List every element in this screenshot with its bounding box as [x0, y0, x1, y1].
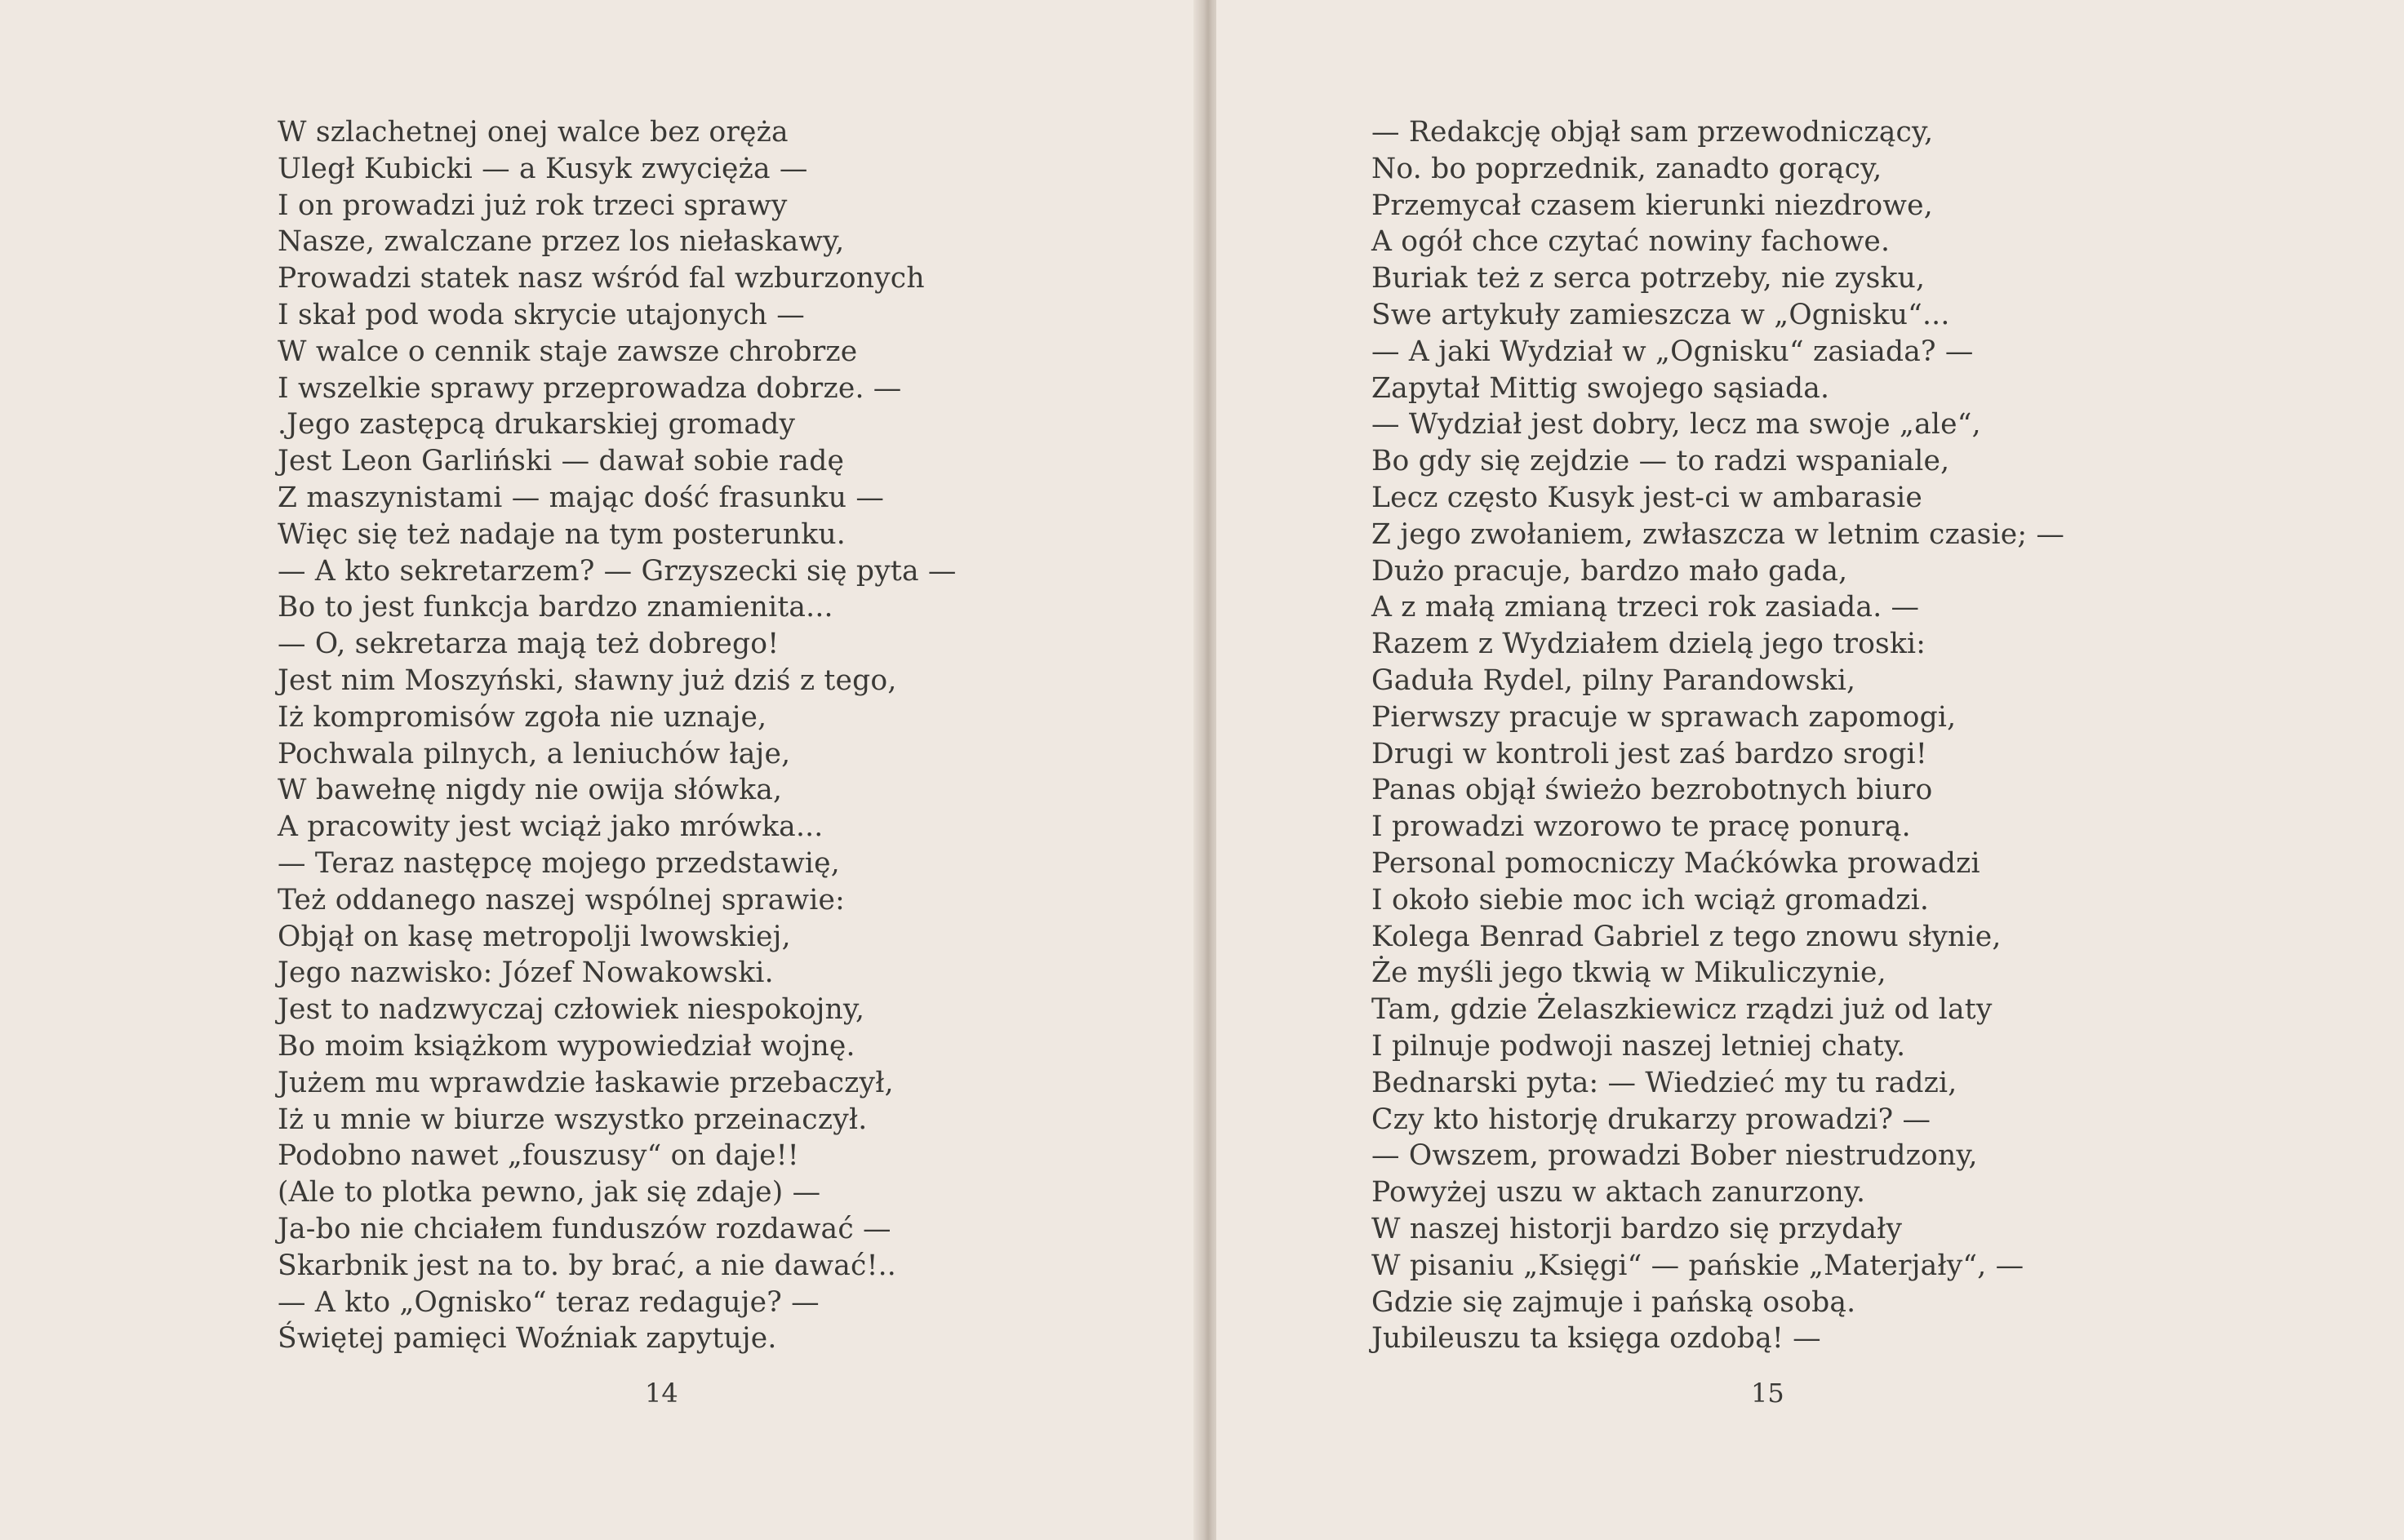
poem-line: Objął on kasę metropolji lwowskiej,	[278, 920, 791, 953]
poem-line: Prowadzi statek nasz wśród fal wzburzonych	[278, 262, 925, 295]
left-page-number: 14	[645, 1378, 678, 1409]
poem-line: I on prowadzi już rok trzeci sprawy	[278, 189, 788, 222]
poem-line: Iż kompromisów zgoła nie uznaje,	[278, 700, 767, 734]
poem-line: Bo gdy się zejdzie — to radzi wspaniale,	[1371, 445, 1950, 478]
poem-line: W bawełnę nigdy nie owija słówka,	[278, 774, 783, 807]
poem-line: No. bo poprzednik, zanadto gorący,	[1371, 152, 1882, 185]
poem-line: W walce o cennik staje zawsze chrobrze	[278, 335, 858, 368]
poem-line: Jest nim Moszyński, sławny już dziś z tego,	[278, 663, 897, 697]
poem-line: Podobno nawet „fouszusy“ on daje!!	[278, 1139, 799, 1173]
left-poem-text	[278, 114, 1094, 1357]
poem-line: Więc się też nadaje na tym posterunku.	[278, 517, 846, 551]
poem-line: — Redakcję objął sam przewodniczący,	[1371, 116, 1934, 149]
poem-line: — Owszem, prowadzi Bober niestrudzony,	[1371, 1139, 1978, 1173]
poem-line: Przemycał czasem kierunki niezdrowe,	[1371, 189, 1933, 222]
poem-line: Powyżej uszu w aktach zanurzony.	[1371, 1176, 1866, 1209]
poem-line: Z maszynistami — mając dość frasunku —	[278, 481, 885, 514]
poem-line: — Wydział jest dobry, lecz ma swoje „ale“,	[1371, 408, 1981, 442]
poem-line: I około siebie moc ich wciąż gromadzi.	[1371, 883, 1930, 916]
poem-line: W naszej historji bardzo się przydały	[1371, 1212, 1903, 1245]
poem-line: Czy kto historję drukarzy prowadzi? —	[1371, 1103, 1931, 1136]
poem-line: I wszelkie sprawy przeprowadza dobrze. —	[278, 371, 902, 405]
poem-line: — Teraz następcę mojego przedstawię,	[278, 846, 840, 880]
poem-line: Personal pomocniczy Maćkówka prowadzi	[1371, 846, 1980, 880]
poem-line: I prowadzi wzorowo te pracę ponurą.	[1371, 810, 1911, 844]
poem-line: Gaduła Rydel, pilny Parandowski,	[1371, 663, 1856, 697]
poem-line: Tam, gdzie Żelaszkiewicz rządzi już od laty	[1371, 993, 1993, 1027]
poem-line: Nasze, zwalczane przez los niełaskawy,	[278, 225, 845, 259]
poem-line: W szlachetnej onej walce bez oręża	[278, 116, 789, 149]
poem-line: Jego nazwisko: Józef Nowakowski.	[278, 956, 774, 990]
poem-line: Z jego zwołaniem, zwłaszcza w letnim czasie; —	[1371, 517, 2065, 551]
poem-line: — A jaki Wydział w „Ognisku“ zasiada? —	[1371, 335, 1974, 368]
poem-line: Jest to nadzwyczaj człowiek niespokojny,	[278, 993, 865, 1027]
poem-line: — A kto sekretarzem? — Grzyszecki się pyta —	[278, 554, 957, 588]
poem-line: Panas objął świeżo bezrobotnych biuro	[1371, 774, 1933, 807]
poem-line: Skarbnik jest na to. by brać, a nie dawać!..	[278, 1249, 896, 1282]
left-page	[0, 0, 1200, 1540]
poem-line: Drugi w kontroli jest zaś bardzo srogi!	[1371, 737, 1927, 770]
poem-line: Jest Leon Garliński — dawał sobie radę	[278, 445, 845, 478]
poem-line: — O, sekretarza mają też dobrego!	[278, 628, 780, 661]
poem-line: Gdzie się zajmuje i pańską osobą.	[1371, 1285, 1856, 1319]
poem-line: Lecz często Kusyk jest-ci w ambarasie	[1371, 481, 1923, 514]
poem-line: Zapytał Mittig swojego sąsiada.	[1371, 371, 1830, 405]
poem-line: Bednarski pyta: — Wiedzieć my tu radzi,	[1371, 1066, 1957, 1099]
poem-line: Dużo pracuje, bardzo mało gada,	[1371, 554, 1848, 588]
poem-line: Buriak też z serca potrzeby, nie zysku,	[1371, 262, 1926, 295]
poem-line: I pilnuje podwoji naszej letniej chaty.	[1371, 1029, 1906, 1063]
poem-line: Swe artykuły zamieszcza w „Ognisku“...	[1371, 298, 1950, 331]
poem-line: Jużem mu wprawdzie łaskawie przebaczył,	[278, 1066, 894, 1099]
right-page	[1216, 0, 2404, 1540]
poem-line: W pisaniu „Księgi“ — pańskie „Materjały“, —	[1371, 1249, 2024, 1282]
poem-line: Ja-bo nie chciałem funduszów rozdawać —	[278, 1212, 891, 1245]
poem-line: Że myśli jego tkwią w Mikuliczynie,	[1371, 956, 1886, 990]
poem-line: Bo to jest funkcja bardzo znamienita...	[278, 591, 833, 624]
right-poem-text	[1371, 114, 2286, 1357]
poem-line: — A kto „Ognisko“ teraz redaguje? —	[278, 1285, 820, 1319]
poem-line: Iż u mnie w biurze wszystko przeinaczył.	[278, 1103, 868, 1136]
poem-line: Razem z Wydziałem dzielą jego troski:	[1371, 628, 1926, 661]
right-page-number: 15	[1751, 1378, 1784, 1409]
poem-line: A ogół chce czytać nowiny fachowe.	[1371, 225, 1891, 259]
poem-line: I skał pod woda skrycie utajonych —	[278, 298, 805, 331]
poem-line: Pochwala pilnych, a leniuchów łaje,	[278, 737, 791, 770]
poem-line: Bo moim książkom wypowiedział wojnę.	[278, 1029, 855, 1063]
poem-line: Kolega Benrad Gabriel z tego znowu słynie,	[1371, 920, 2002, 953]
poem-line: (Ale to plotka pewno, jak się zdaje) —	[278, 1176, 821, 1209]
poem-line: Też oddanego naszej wspólnej sprawie:	[278, 883, 845, 916]
poem-line: Świętej pamięci Woźniak zapytuje.	[278, 1322, 777, 1356]
poem-line: Uległ Kubicki — a Kusyk zwycięża —	[278, 152, 808, 185]
poem-line: A pracowity jest wciąż jako mrówka...	[278, 810, 824, 844]
poem-line: A z małą zmianą trzeci rok zasiada. —	[1371, 591, 1920, 624]
poem-line: Jubileuszu ta księga ozdobą! —	[1371, 1322, 1821, 1356]
poem-line: Pierwszy pracuje w sprawach zapomogi,	[1371, 700, 1957, 734]
poem-line: .Jego zastępcą drukarskiej gromady	[278, 408, 796, 442]
